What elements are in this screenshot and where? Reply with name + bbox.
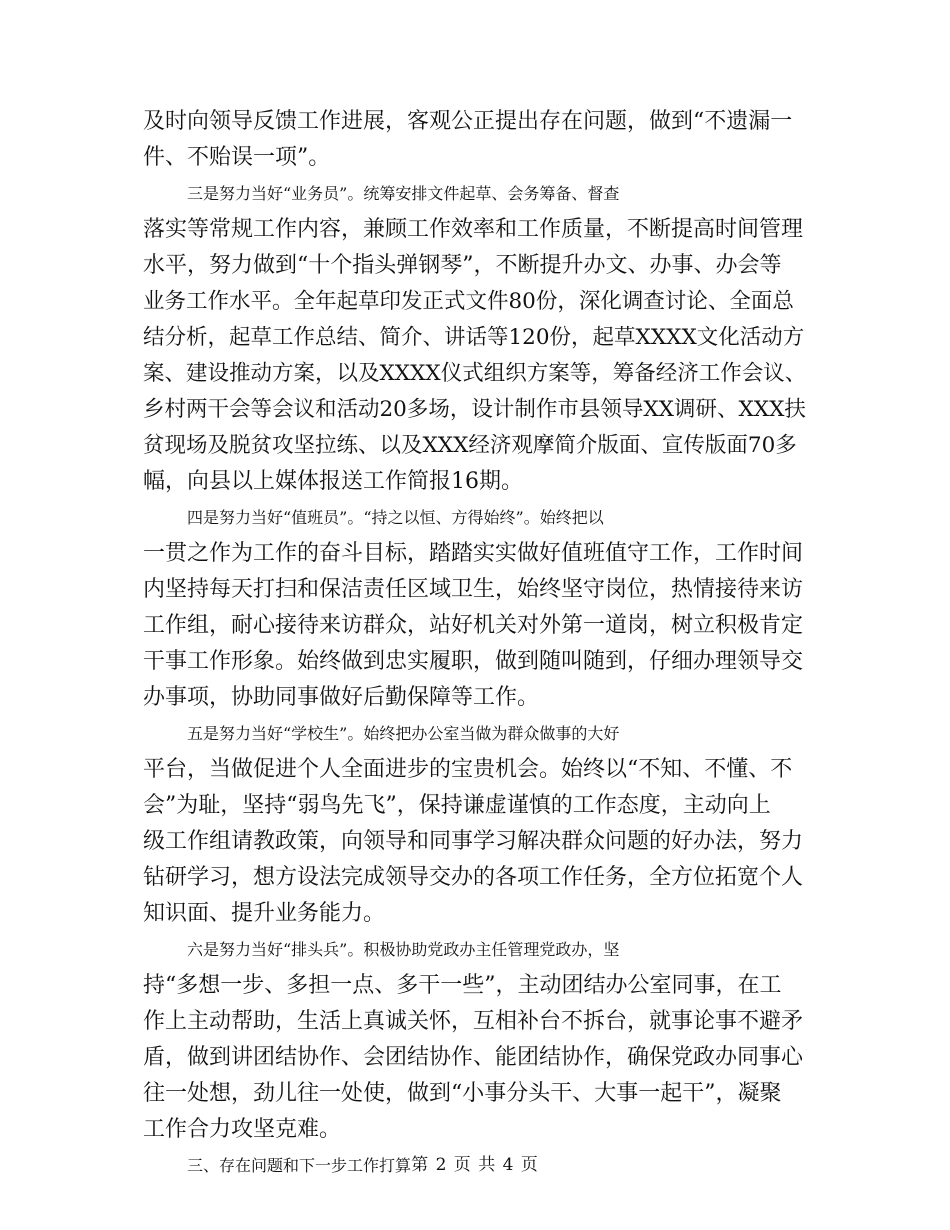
text-line: 五是努力当好“学校生”。始终把办公室当做为群众做事的大好	[187, 724, 620, 743]
text-line: 办事项，协助同事做好后勤保障等工作。	[143, 685, 540, 710]
text-line: 内坚持每天打扫和保洁责任区域卫生，始终坚守岗位，热情接待来访	[143, 577, 804, 602]
text-line: 三是努力当好“业务员”。统筹安排文件起草、会务筹备、督查	[187, 184, 620, 203]
page-number-footer: 第 2 页 共 4 页	[411, 1155, 539, 1175]
text-line: 贫现场及脱贫攻坚拉练、以及XXX经济观摩简介版面、宣传版面70多	[143, 433, 797, 458]
text-line: 结分析，起草工作总结、简介、讲话等120份，起草XXXX文化活动方	[143, 325, 805, 350]
text-line: 持“多想一步、多担一点、多干一些”，主动团结办公室同事，在工	[143, 973, 782, 998]
text-line: 盾，做到讲团结协作、会团结协作、能团结协作，确保党政办同事心	[143, 1045, 804, 1070]
section-heading: 三、存在问题和下一步工作打算	[187, 1156, 412, 1175]
text-line: 落实等常规工作内容，兼顾工作效率和工作质量，不断提高时间管理	[143, 217, 804, 242]
text-line: 案、建设推动方案，以及XXXX仪式组织方案等，筹备经济工作会议、	[143, 361, 807, 386]
text-line: 一贯之作为工作的奋斗目标，踏踏实实做好值班值守工作，工作时间	[143, 541, 804, 566]
text-line: 件、不贻误一项”。	[143, 145, 331, 170]
text-line: 级工作组请教政策，向领导和同事学习解决群众问题的好办法，努力	[143, 829, 804, 854]
text-line: 乡村两干会等会议和活动20多场，设计制作市县领导XX调研、XXX扶	[143, 397, 806, 422]
text-line: 钻研学习，想方设法完成领导交办的各项工作任务，全方位拓宽个人	[143, 865, 804, 890]
text-line: 六是努力当好“排头兵”。积极协助党政办主任管理党政办，坚	[187, 940, 620, 959]
text-line: 干事工作形象。始终做到忠实履职，做到随叫随到，仔细办理领导交	[143, 649, 804, 674]
text-line: 知识面、提升业务能力。	[143, 901, 386, 926]
text-line: 幅，向县以上媒体报送工作简报16期。	[143, 469, 523, 494]
text-line: 工作组，耐心接待来访群众，站好机关对外第一道岗，树立积极肯定	[143, 613, 804, 638]
text-line: 工作合力攻坚克难。	[143, 1117, 342, 1142]
text-line: 四是努力当好“值班员”。“持之以恒、方得始终”。始终把以	[187, 508, 604, 527]
text-line: 会”为耻，坚持“弱鸟先飞”，保持谦虚谨慎的工作态度，主动向上	[143, 793, 771, 818]
text-line: 平台，当做促进个人全面进步的宝贵机会。始终以“不知、不懂、不	[143, 757, 793, 782]
text-line: 作上主动帮助，生活上真诚关怀，互相补台不拆台，就事论事不避矛	[143, 1009, 804, 1034]
text-line: 往一处想，劲儿往一处使，做到“小事分头干、大事一起干”，凝聚	[143, 1081, 782, 1106]
text-line: 及时向领导反馈工作进展，客观公正提出存在问题，做到“不遗漏一	[143, 109, 793, 134]
text-line: 业务工作水平。全年起草印发正式文件80份，深化调查讨论、全面总	[143, 289, 794, 314]
text-line: 水平，努力做到“十个指头弹钢琴”，不断提升办文、办事、办会等	[143, 253, 782, 278]
